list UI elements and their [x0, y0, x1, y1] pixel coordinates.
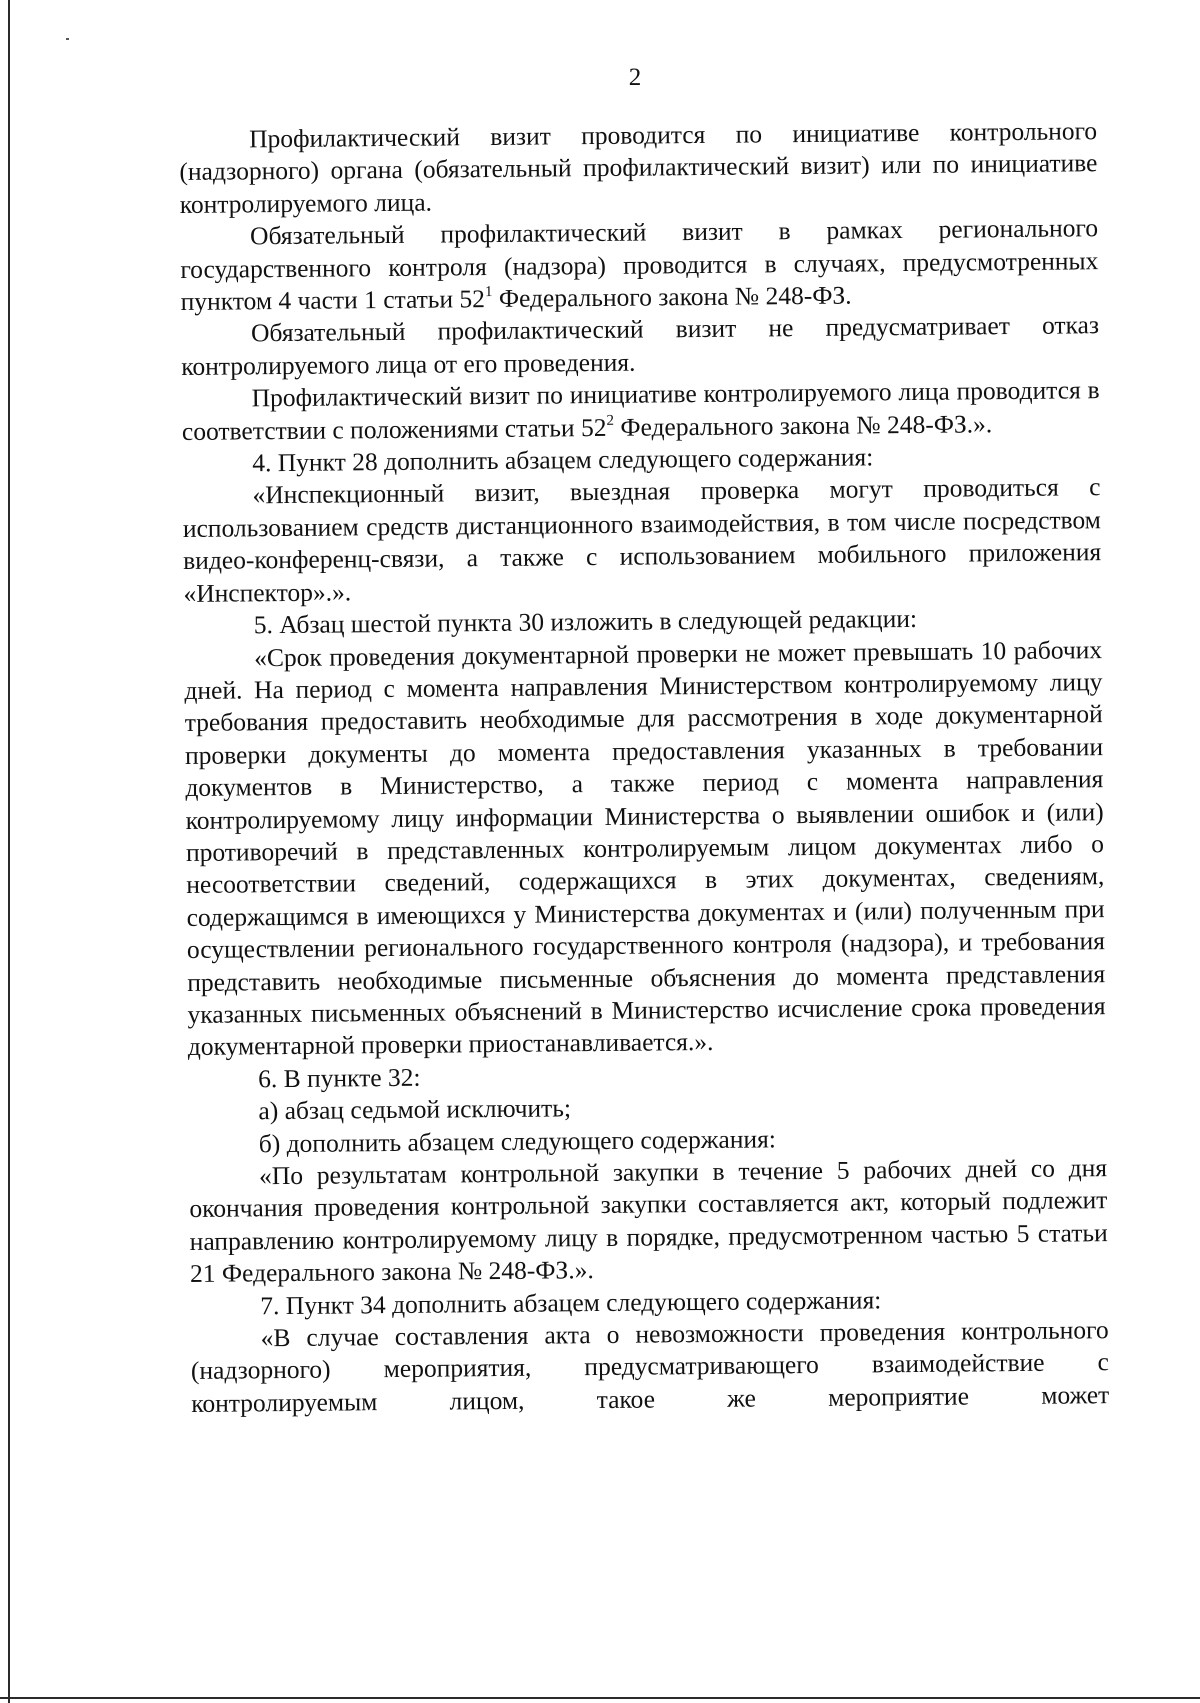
- paragraph: [180, 212, 1099, 318]
- page-number: 2: [628, 64, 642, 91]
- paragraph-text: Федерального закона № 248-ФЗ.: [492, 280, 852, 314]
- paragraph-text: Обязательный профилактический визит в рамках регионального государственного контроля (надзора) проводится в случаях, предусмотренных пунктом 4 части 1 статьи 52: [180, 213, 1099, 317]
- paragraph: [181, 374, 1100, 448]
- superscript: 1: [484, 284, 493, 301]
- paragraph: Профилактический визит проводится по инициативе контрольного (надзорного) органа (обязательный профилактический визит) или по инициативе контролируемого лица.: [179, 116, 1098, 219]
- scan-speck: [66, 38, 69, 40]
- paragraph: 5. Абзац шестой пункта 30 изложить в следующей редакции:: [253, 604, 918, 640]
- paragraph: «В случае составления акта о невозможности проведения контрольного (надзорного) мероприятия, предусматривающего взаимодействие с контролируемым лицом, такое же мероприятие может: [190, 1315, 1110, 1418]
- paragraph: «Инспекционный визит, выездная проверка могут проводиться с использованием средств дистанционного взаимодействия, в том числе посредством видео-конференц-связи, а также с использованием мобильного приложения «Инспектор».».: [182, 472, 1102, 608]
- paragraph-text: Профилактический визит по инициативе контролируемого лица проводится в соответствии с положениями статьи 52: [181, 375, 1100, 446]
- superscript: 2: [606, 412, 615, 429]
- paragraph: Обязательный профилактический визит не предусматривает отказ контролируемого лица от его проведения.: [181, 310, 1100, 381]
- paragraph: б) дополнить абзацем следующего содержания:: [258, 1123, 776, 1158]
- paragraph: 6. В пункте 32:: [258, 1062, 421, 1094]
- paragraph-text: Федерального закона № 248-ФЗ.».: [613, 408, 993, 442]
- paragraph: 4. Пункт 28 дополнить абзацем следующего содержания:: [252, 442, 874, 478]
- scan-edge-bottom: [0, 1697, 1200, 1699]
- document-body: [179, 115, 1109, 1420]
- scan-edge-left: [8, 0, 10, 1703]
- paragraph: «Срок проведения документарной проверки не может превышать 10 рабочих дней. На период с момента направления Министерством контролируемому лицу требования предоставить необходимые для рассмотрения в ходе документарной проверки документы до момента предоставления указанных в требовании документов в Министерство, а также период с момента направления контролируемому лицу информации Министерства о выявлении ошибок и (или) противоречий в представленных контролируемым лицом документах либо о несоответствии сведений, содержащихся в этих документах, сведениям, содержащимся в имеющихся у Министерства документах и (или) полученным при осуществлении регионального государственного контроля (надзора), и требования представить необходимые письменные объяснения до момента представления указанных письменных объяснений в Министерство исчисление срока проведения документарной проверки приостанавливается.».: [184, 634, 1106, 1062]
- paragraph: а) абзац седьмой исключить;: [258, 1093, 572, 1126]
- paragraph: «По результатам контрольной закупки в течение 5 рабочих дней со дня окончания проведения контрольной закупки составляется акт, который подлежит направлению контролируемому лицу в порядке, предусмотренном частью 5 статьи 21 Федерального закона № 248-ФЗ.».: [189, 1153, 1108, 1289]
- paragraph: 7. Пункт 34 дополнить абзацем следующего содержания:: [260, 1284, 882, 1320]
